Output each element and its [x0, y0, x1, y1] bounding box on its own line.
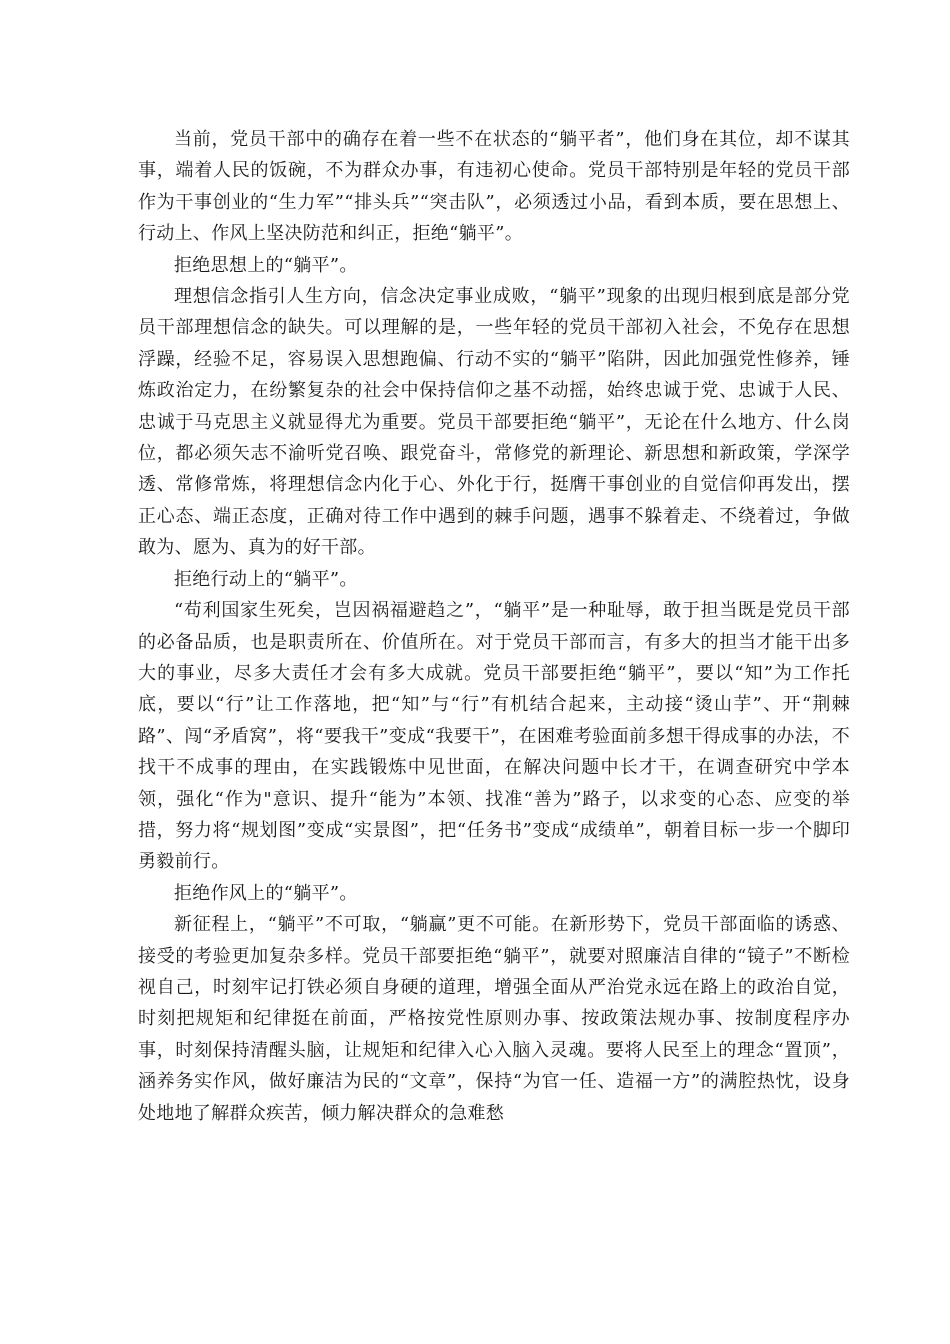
section-heading-thought: 拒绝思想上的“躺平”。 [174, 254, 358, 276]
action-paragraph: “苟利国家生死矣，岂因祸福避趋之”，“躺平”是一种耻辱，敢于担当既是党员干部的必备品质，也是职责所在、价值所在。对于党员干部而言，有多大的担当才能干出多大的事业，尽多大责任才会有多大成就。党员干部要拒绝“躺平”，要以“知”为工作托底，要以“行”让工作落地，把“知”与“行”有机结合起来，主动接“烫山芋”、开“荆棘路”、闯“矛盾窝”，将“要我干”变成“我要干”，在困难考验面前多想干得成事的办法，不找干不成事的理由，在实践锻炼中见世面，在解决问题中长才干，在调查研究中学本领，强化“作为"意识、提升“能为”本领、找准“善为”路子，以求变的心态、应变的举措，努力将“规划图”变成“实景图”，把“任务书”变成“成绩单”，朝着目标一步一个脚印勇毅前行。 [138, 600, 850, 873]
intro-paragraph: 当前，党员干部中的确存在着一些不在状态的“躺平者”，他们身在其位，却不谋其事，端着人民的饭碗，不为群众办事，有违初心使命。党员干部特别是年轻的党员干部作为干事创业的“生力军”“排头兵”“突击队”，必须透过小品，看到本质，要在思想上、行动上、作风上坚决防范和纠正，拒绝“躺平”。 [138, 129, 850, 245]
section-heading-action: 拒绝行动上的“躺平”。 [174, 568, 358, 590]
style-paragraph: 新征程上，“躺平”不可取，“躺赢”更不可能。在新形势下，党员干部面临的诱惑、接受的考验更加复杂多样。党员干部要拒绝“躺平”，就要对照廉洁自律的“镜子”不断检视自己，时刻牢记打铁必须自身硬的道理，增强全面从严治党永远在路上的政治自觉，时刻把规矩和纪律挺在前面，严格按党性原则办事、按政策法规办事、按制度程序办事，时刻保持清醒头脑，让规矩和纪律入心入脑入灵魂。要将人民至上的理念“置顶”，涵养务实作风，做好廉洁为民的“文章”，保持“为官一任、造福一方”的满腔热忱，设身处地地了解群众疾苦，倾力解决群众的急难愁 [138, 914, 850, 1124]
section-heading-style: 拒绝作风上的“躺平”。 [174, 882, 358, 904]
document-body [138, 124, 850, 1129]
thought-paragraph: 理想信念指引人生方向，信念决定事业成败，“躺平”现象的出现归根到底是部分党员干部理想信念的缺失。可以理解的是，一些年轻的党员干部初入社会，不免存在思想浮躁，经验不足，容易误入思想跑偏、行动不实的“躺平”陷阱，因此加强党性修养，锤炼政治定力，在纷繁复杂的社会中保持信仰之基不动摇，始终忠诚于党、忠诚于人民、忠诚于马克思主义就显得尤为重要。党员干部要拒绝“躺平”，无论在什么地方、什么岗位，都必须矢志不渝听党召唤、跟党奋斗，常修党的新理论、新思想和新政策，学深学透、常修常炼，将理想信念内化于心、外化于行，挺膺干事创业的自觉信仰再发出，摆正心态、端正态度，正确对待工作中遇到的棘手问题，遇事不躲着走、不绕着过，争做敢为、愿为、真为的好干部。 [138, 286, 850, 559]
